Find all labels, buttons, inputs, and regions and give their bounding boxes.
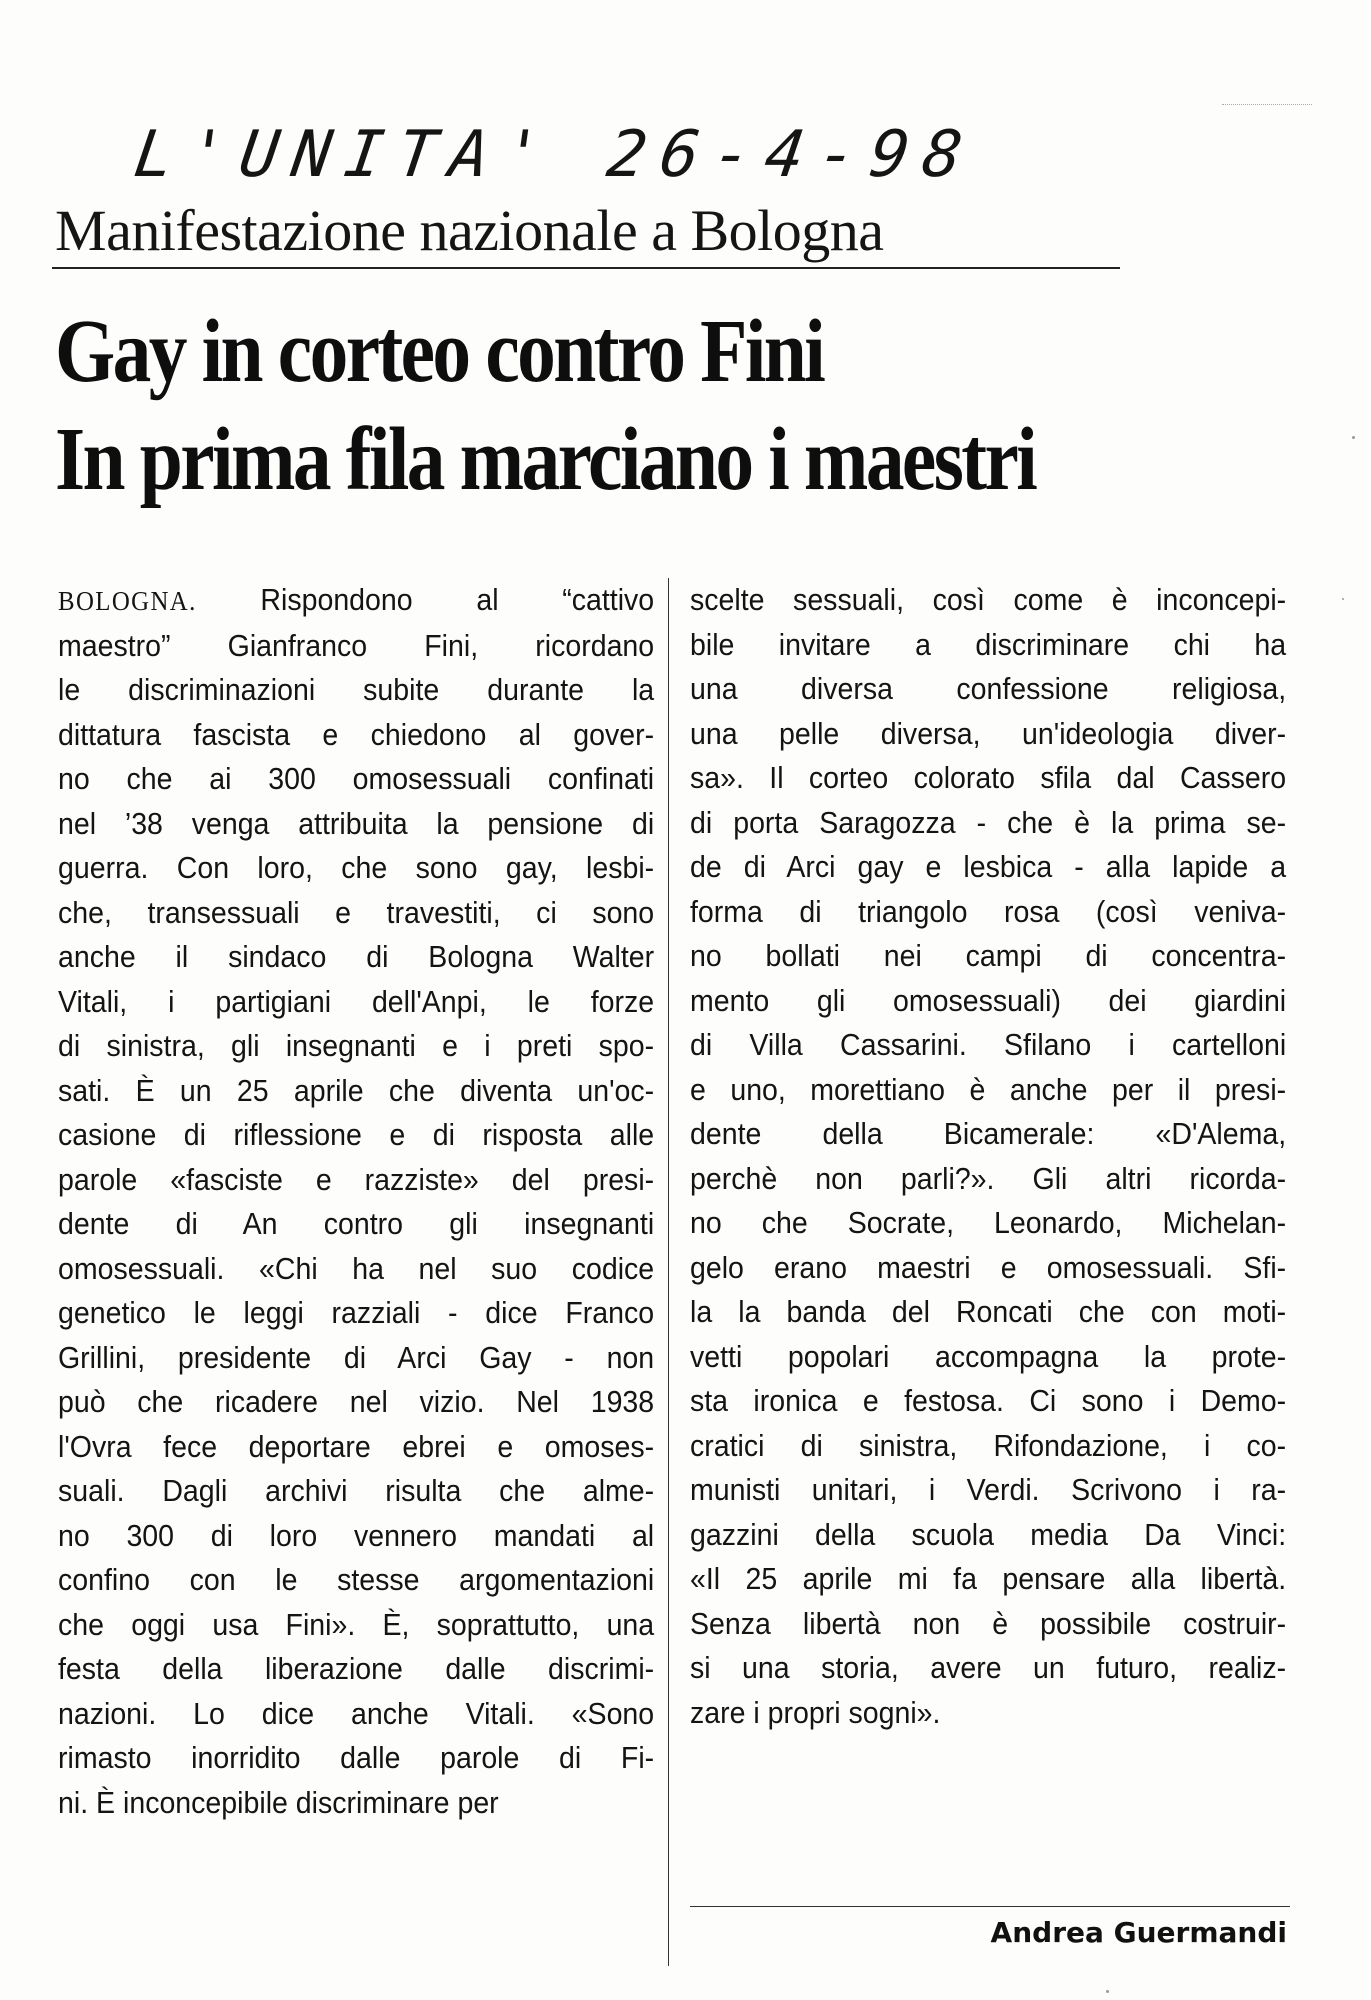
byline-rule xyxy=(690,1906,1290,1907)
column-line: di Villa Cassarini. Sfilano i cartelloni xyxy=(690,1027,1287,1062)
kicker-underline xyxy=(52,267,1120,269)
column-line: gazzini della scuola media Da Vinci: xyxy=(690,1516,1287,1552)
column-line: omosessuali. «Chi ha nel suo codice xyxy=(58,1250,655,1286)
column-line: si una storia, avere un futuro, realiz- xyxy=(690,1650,1287,1685)
column-line: no che ai 300 omosessuali confinati xyxy=(58,761,655,796)
article-byline: Andrea Guermandi xyxy=(990,1916,1287,1949)
scan-speck xyxy=(1342,598,1344,600)
column-line: rimasto inorridito dalle parole di Fi- xyxy=(58,1740,655,1775)
column-line: casione di riflessione e di risposta alle xyxy=(58,1117,655,1152)
column-line: e uno, morettiano è anche per il presi- xyxy=(690,1071,1287,1107)
column-line: sa». Il corteo colorato sfila dal Cassero xyxy=(690,760,1287,795)
column-line: confino con le stesse argomentazioni xyxy=(58,1562,655,1597)
article-headline xyxy=(55,298,1044,514)
scan-speck xyxy=(1106,1990,1109,1993)
column-line: munisti unitari, i Verdi. Scrivono i ra- xyxy=(690,1472,1287,1507)
column-line: cratici di sinistra, Rifondazione, i co- xyxy=(690,1427,1287,1463)
column-line: mento gli omosessuali) dei giardini xyxy=(690,982,1287,1018)
column-line: una pelle diversa, un'ideologia diver- xyxy=(690,715,1287,751)
column-line: che, transessuali e travestiti, ci sono xyxy=(58,894,655,930)
column-line: sati. È un 25 aprile che diventa un'oc- xyxy=(58,1072,655,1108)
column-line: zare i propri sogni». xyxy=(690,1694,941,1730)
column-line: scelte sessuali, così come è inconcepi- xyxy=(690,582,1287,617)
article-column-right xyxy=(690,578,1286,1735)
column-line: nazioni. Lo dice anche Vitali. «Sono xyxy=(58,1695,655,1731)
column-line: le discriminazioni subite durante la xyxy=(58,672,655,707)
column-line: può che ricadere nel vizio. Nel 1938 xyxy=(58,1384,655,1419)
column-line xyxy=(58,578,654,624)
handwritten-source-date: L'UNITA' 26-4-98 xyxy=(129,118,981,192)
column-line: gelo erano maestri e omosessuali. Sfi- xyxy=(690,1249,1287,1285)
column-line: de di Arci gay e lesbica - alla lapide a xyxy=(690,849,1287,884)
column-line: sta ironica e festosa. Ci sono i Demo- xyxy=(690,1383,1287,1418)
column-line: nel ’38 venga attribuita la pensione di xyxy=(58,805,655,841)
column-line: di sinistra, gli insegnanti e i preti spo- xyxy=(58,1028,655,1063)
column-line: perchè non parli?». Gli altri ricorda- xyxy=(690,1160,1287,1196)
column-line: guerra. Con loro, che sono gay, lesbi- xyxy=(58,850,655,885)
scan-speck xyxy=(1352,436,1355,439)
scan-artifact xyxy=(1222,104,1312,105)
column-line: parole «fasciste e razziste» del presi- xyxy=(58,1161,655,1197)
column-line: anche il sindaco di Bologna Walter xyxy=(58,939,655,974)
column-line: Grillini, presidente di Arci Gay - non xyxy=(58,1339,655,1375)
headline-line: In prima fila marciano i maestri xyxy=(55,410,1036,509)
column-line: la la banda del Roncati che con moti- xyxy=(690,1294,1287,1329)
column-line: suali. Dagli archivi risulta che alme- xyxy=(58,1473,655,1508)
column-divider xyxy=(668,578,669,1966)
article-column-left xyxy=(58,578,654,1825)
column-line: no 300 di loro vennero mandati al xyxy=(58,1517,655,1553)
column-line: Vitali, i partigiani dell'Anpi, le forze xyxy=(58,983,655,1019)
column-line: l'Ovra fece deportare ebrei e omoses- xyxy=(58,1428,655,1464)
column-line: Senza libertà non è possibile costruir- xyxy=(690,1605,1287,1641)
column-line: ni. È inconcepibile discriminare per xyxy=(58,1784,499,1820)
article-dateline: BOLOGNA. xyxy=(58,586,197,616)
column-line: forma di triangolo rosa (così veniva- xyxy=(690,893,1287,929)
column-line: bile invitare a discriminare chi ha xyxy=(690,626,1287,662)
column-text: Rispondono al “cattivo xyxy=(196,582,655,617)
headline-line: Gay in corteo contro Fini xyxy=(55,302,824,401)
column-line: dente della Bicamerale: «D'Alema, xyxy=(690,1116,1287,1151)
column-line: vetti popolari accompagna la prote- xyxy=(690,1338,1287,1374)
column-line: di porta Saragozza - che è la prima se- xyxy=(690,804,1287,840)
column-line: festa della liberazione dalle discrimi- xyxy=(58,1651,655,1686)
column-line: genetico le leggi razziali - dice Franco xyxy=(58,1295,655,1330)
column-line: una diversa confessione religiosa, xyxy=(690,671,1287,706)
article-kicker: Manifestazione nazionale a Bologna xyxy=(55,198,884,263)
column-line: che oggi usa Fini». È, soprattutto, una xyxy=(58,1606,655,1642)
column-line: «Il 25 aprile mi fa pensare alla libertà. xyxy=(690,1561,1287,1596)
column-line: no che Socrate, Leonardo, Michelan- xyxy=(690,1205,1287,1240)
column-line: maestro” Gianfranco Fini, ricordano xyxy=(58,627,655,663)
column-line: no bollati nei campi di concentra- xyxy=(690,938,1287,973)
column-line: dittatura fascista e chiedono al gover- xyxy=(58,716,655,752)
column-line: dente di An contro gli insegnanti xyxy=(58,1206,655,1241)
